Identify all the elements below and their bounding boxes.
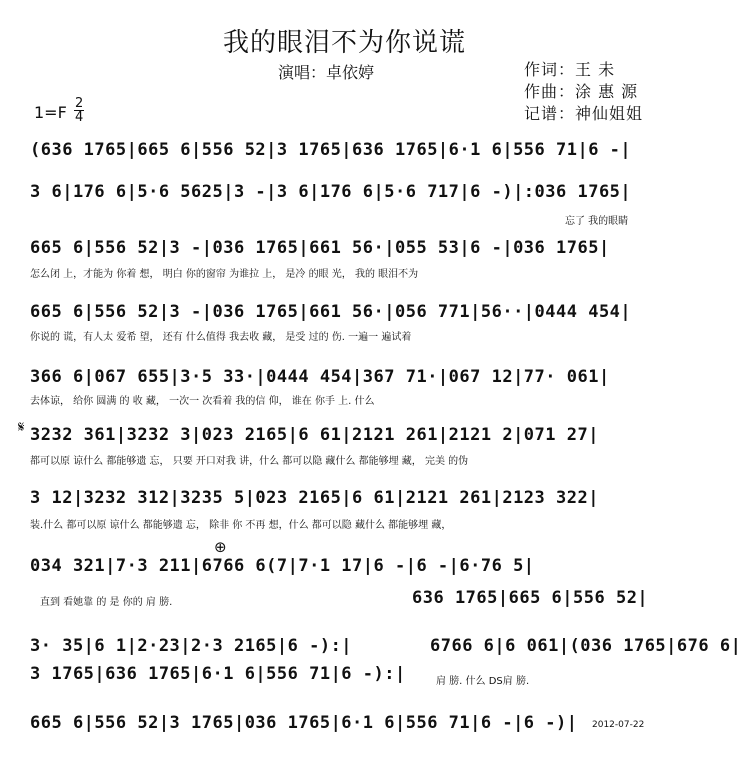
score-line-9-coda-lyrics: 肩 膀. 什么 DS肩 膀. [436,676,530,687]
score-line-5-notes: 366 6|067 655|3·5 33·|0444 454|367 71·|067 12|77· 061| [30,367,610,387]
score-line-6-lyrics: 都可以原 谅什么 都能够遗 忘， 只要 开口对我 讲，什么 都可以隐 藏什么 都能够埋 藏， 完美 的伪 [30,456,469,467]
key-signature: 1=F [34,103,67,122]
score-line-8-accomp-notes: 636 1765|665 6|556 52| [412,588,649,608]
lyricist-credit: 作词：王 未 [524,60,616,79]
score-line-1-notes: (636 1765|665 6|556 52|3 1765|636 1765|6·1 6|556 71|6 -| [30,140,632,160]
score-line-4-lyrics: 你说的 谎，有人太 爱希 望， 还有 什么值得 我去收 藏， 是受 过的 伤. 一遍一 遍试着 [30,332,412,343]
score-line-9-coda-notes: 6766 6|6 061|(036 1765|676 6| [430,636,741,656]
composer-credit: 作曲：涂 惠 源 [524,82,639,101]
score-line-7-lyrics: 装.什么 都可以原 谅什么 都能够遗 忘， 除非 你 不再 想，什么 都可以隐 藏什么 都能够埋 藏， [30,520,452,531]
score-line-4-notes: 665 6|556 52|3 -|036 1765|661 56·|056 771|56··|0444 454| [30,302,632,322]
singer-credit: 演唱：卓依婷 [278,63,375,82]
score-line-10-notes: 665 6|556 52|3 1765|036 1765|6·1 6|556 71|6 -|6 -)| [30,713,578,733]
score-line-5-lyrics: 去体谅， 给你 圆满 的 收 藏， 一次一 次看着 我的信 仰， 谁在 你手 上. 什么 [30,396,375,407]
time-signature [74,97,84,124]
score-line-8-notes: 034 321|7·3 211|6766 6(7|7·1 17|6 -|6 -|6·76 5| [30,556,535,576]
coda-sign: ⊕ [214,538,227,556]
score-line-6-notes: 3232 361|3232 3|023 2165|6 61|2121 261|2121 2|071 27| [30,425,599,445]
meter-top: 2 [75,96,84,111]
score-line-2-lyrics: 忘了 我的眼睛 [565,216,629,227]
date-stamp: 2012-07-22 [592,720,645,730]
score-line-9-lower-notes: 3 1765|636 1765|6·1 6|556 71|6 -):| [30,664,406,684]
meter-bottom: 4 [75,110,84,125]
song-title: 我的眼泪不为你说谎 [222,28,466,58]
score-line-2-notes: 3 6|176 6|5·6 5625|3 -|3 6|176 6|5·6 717|6 -)|:036 1765| [30,182,632,202]
score-line-8-lyrics: 直到 看她靠 的 是 你的 肩 膀. [40,597,173,608]
score-line-9-notes: 3· 35|6 1|2·23|2·3 2165|6 -):| [30,636,353,656]
score-line-7-notes: 3 12|3232 312|3235 5|023 2165|6 61|2121 261|2123 322| [30,488,599,508]
segno-sign: 𝄋 [18,418,25,436]
transcriber-credit: 记谱：神仙姐姐 [524,104,644,123]
score-line-3-lyrics: 怎么闭 上，才能为 你着 想， 明白 你的窗帘 为谁拉 上， 是冷 的眼 光， 我的 眼泪不为 [30,269,419,280]
score-line-3-notes: 665 6|556 52|3 -|036 1765|661 56·|055 53|6 -|036 1765| [30,238,610,258]
